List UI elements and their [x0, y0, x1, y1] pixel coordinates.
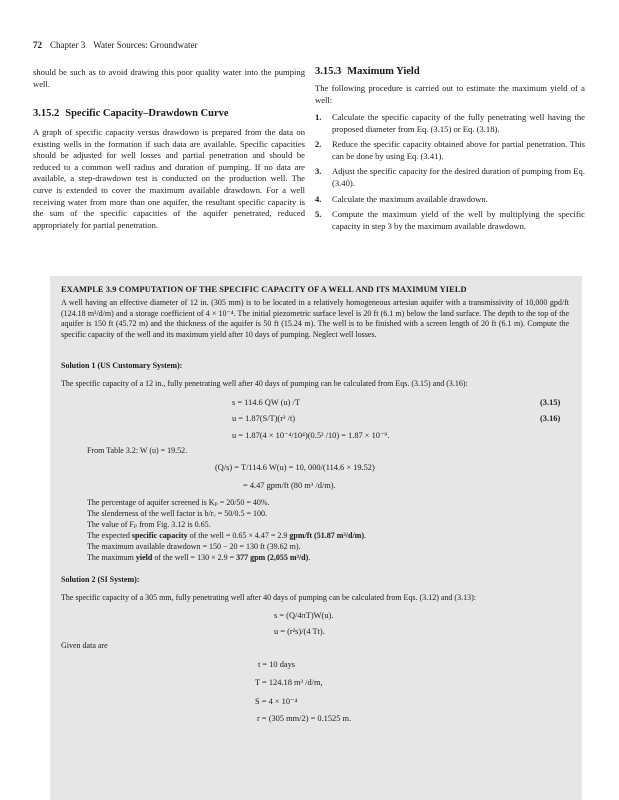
given-value: t = 10 days [258, 660, 296, 669]
result-line: The maximum available drawdown = 150 − 20 = 130 ft (39.62 m). [87, 542, 301, 551]
list-item: 1. Calculate the specific capacity of the fully penetrating well having the proposed diameter from Eq. (3.15) or Eq. (3.18). [315, 112, 585, 134]
equation-3-13: u = (r²s)/(4 Tt). [274, 627, 325, 636]
equation-tag: (3.16) [540, 414, 561, 423]
section-intro-3-15-3: The following procedure is carried out to estimate the maximum yield of a well: [315, 83, 585, 105]
table-lookup-line: From Table 3.2: W (u) = 19.52. [87, 446, 188, 455]
list-item: 4. Calculate the maximum available drawdown. [315, 193, 488, 204]
section-heading-3-15-3 [315, 66, 585, 77]
list-item: 3. Adjust the specific capacity for the desired duration of pumping from Eq. (3.40). [315, 166, 585, 188]
procedure-list [315, 112, 585, 236]
example-title: EXAMPLE 3.9 COMPUTATION OF THE SPECIFIC CAPACITY OF A WELL AND ITS MAXIMUM YIELD [61, 285, 467, 294]
equation-3-12: s = (Q/4πT)W(u). [274, 611, 334, 620]
chapter-label: Chapter 3 [50, 40, 86, 50]
section-title: Specific Capacity–Drawdown Curve [65, 108, 229, 119]
equation-u-value: u = 1.87(4 × 10⁻⁴/10⁴)(0.5² /10) = 1.87 × 10⁻⁹. [232, 431, 390, 440]
result-line: The maximum yield of the well = 130 × 2.9 = 377 gpm (2,055 m³/d). [87, 553, 311, 562]
page-number: 72 [33, 40, 42, 50]
chapter-title: Water Sources: Groundwater [93, 40, 198, 50]
section-title: Maximum Yield [347, 66, 420, 77]
given-value: S = 4 × 10⁻⁴ [255, 697, 298, 706]
given-value: r = (305 mm/2) = 0.1525 m. [257, 714, 352, 723]
section-number: 3.15.3 [315, 66, 342, 77]
list-item: 5. Compute the maximum yield of the well by multiplying the specific capacity in step 3 by the maximum available drawdown. [315, 209, 585, 231]
solution-1-intro: The specific capacity of a 12 in., fully penetrating well after 40 days of pumping can be calculated from Eqs. (3.15) and (3.16): [61, 379, 468, 388]
solution-1-title: Solution 1 (US Customary System): [61, 361, 183, 370]
result-line: The value of Fₚ from Fig. 3.12 is 0.65. [87, 520, 211, 529]
example-problem-statement: A well having an effective diameter of 12 in. (305 mm) is to be located in a relatively homogeneous artesian aquifer with a transmissivity of 10,000 gpd/ft (124.18 m³/d/m) and a storage coefficient of 4 × 10⁻⁴. The initial piezometric surface level is 20 ft (6.1 m) below the land surface. The depth to the top of the aquifer is 150 ft (45.72 m) and the thickness of the aquifer is 50 ft (15.24 m). The well is to be finished with a screen length of 20 ft (6.1 m). Compute the specific capacity of the well and its maximum yield after 10 days of pumping. Neglect well losses. [61, 298, 569, 339]
section-heading-3-15-2 [33, 108, 305, 119]
result-line: The slenderness of the well factor is b/rᵥ = 50/0.5 = 100. [87, 509, 267, 518]
equation-specific-capacity-result: = 4.47 gpm/ft (80 m³ /d/m). [243, 481, 336, 490]
given-data-label: Given data are [61, 641, 108, 650]
solution-2-intro: The specific capacity of a 305 mm, fully penetrating well after 40 days of pumping can be calculated from Eqs. (3.12) and (3.13): [61, 593, 476, 602]
solution-2-title: Solution 2 (SI System): [61, 575, 140, 584]
section-number: 3.15.2 [33, 108, 60, 119]
left-column-intro: should be such as to avoid drawing this poor quality water into the pumping well. [33, 67, 305, 89]
equation-specific-capacity: (Q/s) = T/114.6 W(u) = 10, 000/(114.6 × 19.52) [215, 463, 375, 472]
equation-tag: (3.15) [540, 398, 561, 407]
running-header [33, 40, 198, 50]
equation-3-15: s = 114.6 QW (u) /T [232, 398, 300, 407]
result-line: The expected specific capacity of the well = 0.65 × 4.47 = 2.9 gpm/ft (51.87 m³/d/m). [87, 531, 367, 540]
given-value: T = 124.18 m³ /d/m, [255, 678, 323, 687]
list-item: 2. Reduce the specific capacity obtained above for partial penetration. This can be done by using Eq. (3.41). [315, 139, 585, 161]
equation-3-16: u = 1.87(S/T)(r² /t) [232, 414, 296, 423]
result-line: The percentage of aquifer screened is Kₚ = 20/50 = 40%. [87, 498, 270, 507]
section-body-3-15-2: A graph of specific capacity versus drawdown is prepared from the data on existing wells in the formation if such data are available. Specific capacities should be adjusted for well losses and partial penetration and should be reduced to a common well radius and duration of pumping. If no data are available, a step-drawdown test is conducted on the production well. The curve is extended to cover the maximum available drawdown. For a well receiving water from more than one aquifer, the resultant specific capacity is the sum of the specific capacities of the aquifer penetrated, reduced appropriately for partial penetration. [33, 127, 305, 230]
